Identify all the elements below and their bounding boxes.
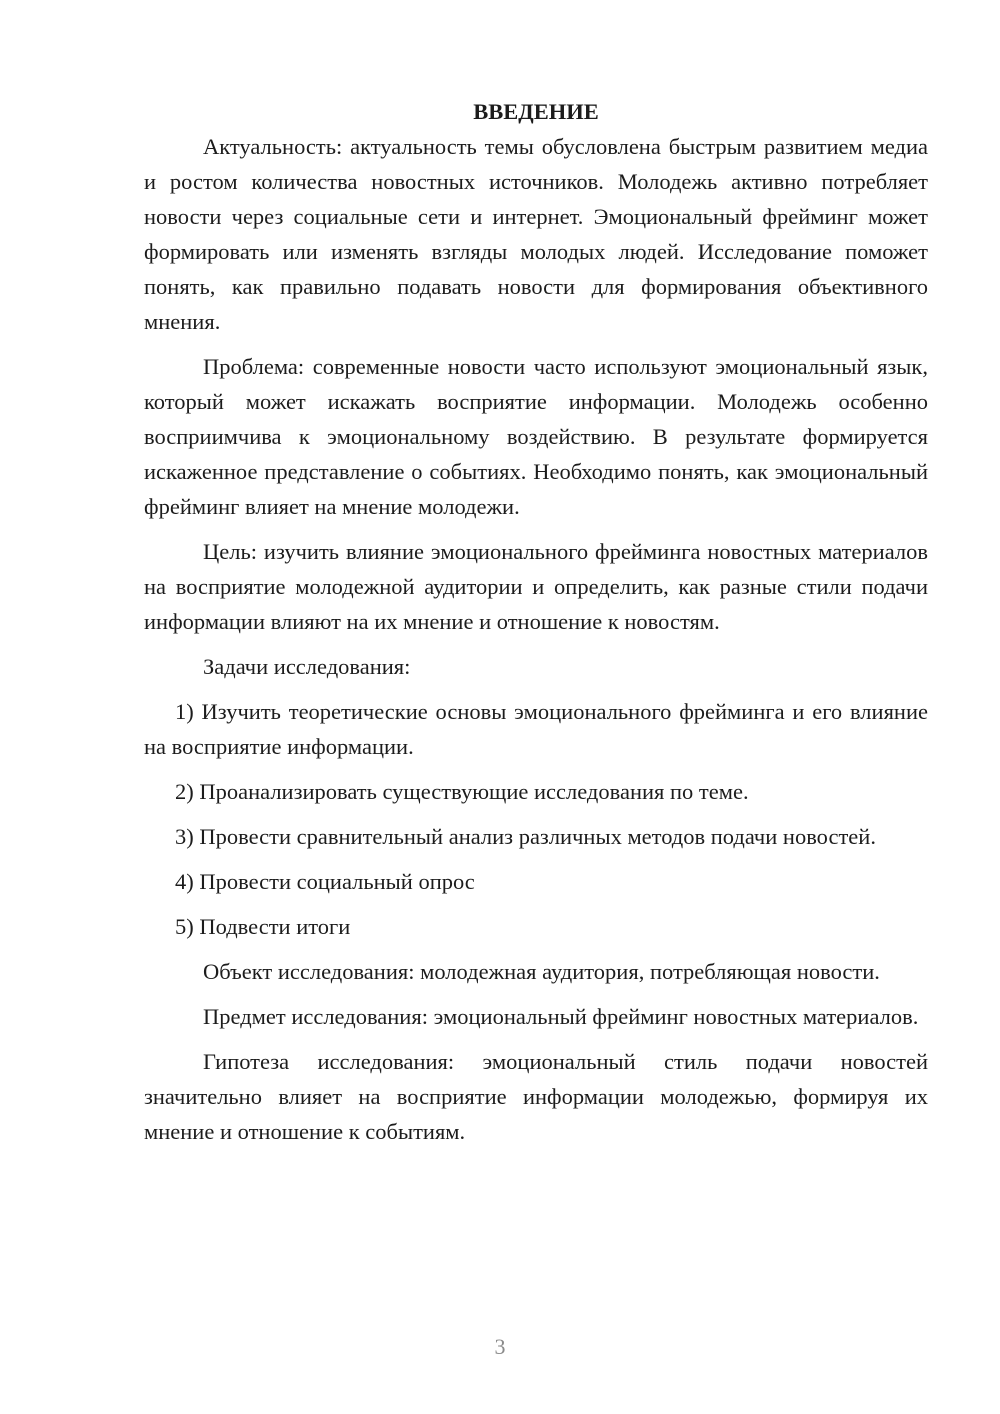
page-content (144, 94, 928, 1149)
task-item-4: 4) Провести социальный опрос (175, 869, 475, 894)
problem-paragraph: Проблема: современные новости часто используют эмоциональный язык, который может искажать восприятие информации. Молодежь особенно восприимчива к эмоциональному воздействию. В результате формируется искаженное представление о событиях. Необходимо понять, как эмоциональный фрейминг влияет на мнение молодежи. (144, 354, 928, 519)
object-paragraph: Объект исследования: молодежная аудитория, потребляющая новости. (203, 959, 880, 984)
relevance-paragraph: Актуальность: актуальность темы обусловлена быстрым развитием медиа и ростом количества новостных источников. Молодежь активно потребляет новости через социальные сети и интернет. Эмоциональный фрейминг может формировать или изменять взгляды молодых людей. Исследование поможет понять, как правильно подавать новости для формирования объективного мнения. (144, 134, 928, 334)
goal-paragraph: Цель: изучить влияние эмоционального фрейминга новостных материалов на восприятие молодежной аудитории и определить, как разные стили подачи информации влияют на их мнение и отношение к новостям. (144, 539, 928, 634)
page-number: 3 (494, 1334, 506, 1359)
section-heading: ВВЕДЕНИЕ (473, 99, 599, 124)
subject-paragraph: Предмет исследования: эмоциональный фрейминг новостных материалов. (203, 1004, 919, 1029)
hypothesis-paragraph: Гипотеза исследования: эмоциональный стиль подачи новостей значительно влияет на восприятие информации молодежью, формируя их мнение и отношение к событиям. (144, 1049, 928, 1144)
task-item-1: 1) Изучить теоретические основы эмоционального фрейминга и его влияние на восприятие информации. (144, 699, 928, 759)
tasks-title: Задачи исследования: (203, 654, 411, 679)
task-item-5: 5) Подвести итоги (175, 914, 351, 939)
task-item-2: 2) Проанализировать существующие исследования по теме. (175, 779, 749, 804)
task-item-3: 3) Провести сравнительный анализ различных методов подачи новостей. (175, 824, 876, 849)
